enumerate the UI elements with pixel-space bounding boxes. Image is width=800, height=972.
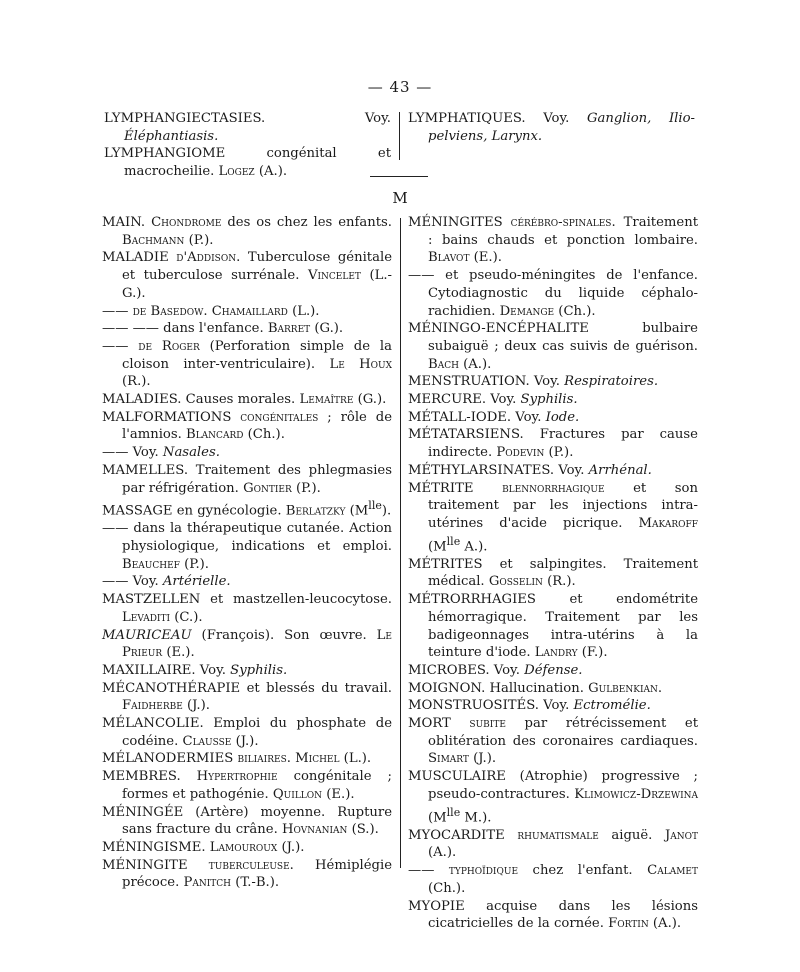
superscript: lle — [446, 534, 461, 548]
index-entry: MÉTATARSIENS. Fractures par cause indirecte. Podevin (P.). — [408, 427, 698, 461]
author-name: typhoïdique — [448, 863, 519, 879]
index-entry: MEMBRES. Hypertrophie congénitale ; formes et pathogénie. Quillon (E.). — [102, 769, 392, 802]
cross-reference: Ganglion, Ilio-pelviens, Larynx. — [428, 111, 696, 144]
author-name: Calamet — [647, 863, 698, 879]
cross-reference: Syphilis. — [230, 662, 288, 678]
author-name: de Roger — [138, 338, 200, 354]
index-entry: —— Voy. Nasales. — [102, 445, 220, 461]
index-entry: MASTZELLEN et mastzellen-leucocytose. Levaditi (C.). — [102, 592, 392, 625]
author-name: Chondrome — [151, 215, 222, 230]
author-name: Logez — [218, 164, 255, 180]
index-entry: —— dans la thérapeutique cutanée. Action physiologique, indications et emploi. Beauchef (P.). — [102, 521, 392, 572]
author-name: Panitch — [183, 875, 231, 891]
index-entry: MAXILLAIRE. Voy. Syphilis. — [102, 662, 288, 678]
index-entry: —— typhoïdique chez l'enfant. Calamet (Ch.). — [408, 863, 698, 896]
top-left-column — [104, 110, 391, 181]
index-entry: MASSAGE en gynécologie. Berlatzky $(M^{lle})$. — [102, 499, 392, 519]
index-entry: MUSCULAIRE (Atrophie) progressive ; pseudo-contractures. Klimowicz-Drzewina ($M^{lle}$ M.). — [408, 769, 698, 825]
index-entry: MÉNINGITES cérébro-spinales. Traitement : bains chauds et ponction lombaire. Blavot (E.). — [408, 215, 698, 266]
author-name: Quillon — [272, 786, 323, 802]
author-name: Chamaillard — [211, 303, 288, 319]
author-name: Gosselin — [488, 574, 543, 590]
author-name: Blancard — [186, 427, 244, 443]
index-entry: —— et pseudo-méningites de l'enfance. Cytodiagnostic du liquide céphalo-rachidien. Demange (Ch.). — [408, 268, 698, 319]
index-entry: MENSTRUATION. Voy. Respiratoires. — [408, 374, 659, 390]
author-name: Berlatzky — [285, 503, 346, 519]
author-name: tuberculeuse — [208, 857, 290, 873]
index-entry: LYMPHANGIOME congénital et macrocheilie. Logez (A.). — [104, 146, 391, 180]
index-entry: MÉTRITE blennorrhagique et son traitement par les injections intra-utérines d'acide picrique. Makaroff ($M^{lle}$ A.). — [408, 480, 698, 555]
index-entry: MÉTHYLARSINATES. Voy. Arrhénal. — [408, 462, 652, 478]
index-entry: MÉNINGÉE (Artère) moyenne. Rupture sans fracture du crâne. Hovnanian (S.). — [102, 804, 392, 838]
author-name: Makaroff — [638, 515, 698, 531]
index-entry: MÉTALL-IODE. Voy. Iode. — [408, 409, 580, 425]
cross-reference: Syphilis. — [520, 392, 578, 408]
author-name: Podevin — [496, 445, 545, 461]
cross-reference: Arrhénal. — [588, 462, 652, 478]
superscript: lle — [368, 499, 382, 513]
author-name: Janot — [664, 827, 698, 843]
author-name: subite — [469, 716, 506, 732]
index-entry: MYOCARDITE rhumatismale aiguë. Janot (A.). — [408, 827, 698, 861]
cross-reference: Iode. — [545, 409, 580, 425]
section-letter: M — [392, 189, 408, 207]
author-name: congénitales — [240, 409, 319, 425]
author-name: d'Addison — [176, 250, 237, 266]
cross-reference: Éléphantiasis. — [124, 128, 219, 144]
cross-reference: MAURICEAU — [102, 627, 192, 643]
index-entry: —— —— dans l'enfance. Barret (G.). — [102, 321, 344, 337]
cross-reference: Défense. — [524, 662, 583, 678]
author-name: Lemaître — [299, 392, 354, 408]
right-column — [408, 214, 698, 933]
index-entry: —— de Roger (Perforation simple de la cloison inter-ventriculaire). Le Houx (R.). — [102, 338, 392, 390]
superscript: lle — [446, 805, 461, 819]
author-name: Hypertrophie — [196, 769, 278, 785]
index-entry: MÉLANCOLIE. Emploi du phosphate de codéine. Clausse (J.). — [102, 716, 392, 749]
index-entry: MAIN. Chondrome des os chez les enfants. Bachmann (P.). — [102, 215, 392, 248]
author-name: Michel — [295, 751, 340, 767]
author-name: Landry — [534, 645, 578, 661]
author-name: Demange — [499, 303, 555, 319]
index-entry: MÉNINGISME. Lamouroux (J.). — [102, 840, 305, 855]
author-name: Barret — [267, 321, 311, 337]
author-name: Gontier — [243, 480, 292, 496]
index-entry: MONSTRUOSITÉS. Voy. Ectromélie. — [408, 698, 651, 714]
cross-reference: Artérielle. — [162, 574, 231, 590]
author-name: Levaditi — [122, 609, 171, 625]
index-entry: LYMPHATIQUES. Voy. Ganglion, Ilio-pelviens, Larynx. — [408, 111, 696, 144]
index-entry: —— de Basedow. Chamaillard (L.). — [102, 303, 320, 319]
top-right-column — [408, 110, 695, 145]
index-entry: MÉNINGO-ENCÉPHALITE bulbaire subaiguë ; deux cas suivis de guérison. Bach (A.). — [408, 321, 698, 372]
index-entry: MALADIES. Causes morales. Lemaître (G.). — [102, 392, 387, 408]
author-name: biliaires — [237, 751, 287, 767]
author-name: Faidherbe — [122, 698, 183, 714]
cross-reference: Nasales. — [162, 445, 220, 461]
author-name: rhumatismale — [517, 827, 599, 843]
author-name: Le Houx — [329, 356, 392, 372]
index-entry: MÉLANODERMIES biliaires. Michel (L.). — [102, 751, 372, 767]
column-divider — [400, 218, 401, 868]
author-name: Blavot — [428, 250, 470, 266]
author-name: Vincelet — [307, 268, 361, 284]
index-entry: MERCURE. Voy. Syphilis. — [408, 392, 578, 408]
author-name: de Basedow — [132, 303, 204, 319]
author-name: Bach — [428, 356, 459, 372]
index-entry: MALADIE d'Addison. Tuberculose génitale et tuberculose surrénale. Vincelet (L.-G.). — [102, 250, 392, 301]
index-entry: LYMPHANGIECTASIES. Voy. Éléphantiasis. — [104, 111, 391, 144]
author-name: Hovnanian — [281, 822, 348, 838]
index-entry: MORT subite par rétrécissement et oblitération des coronaires cardiaques. Simart (J.). — [408, 716, 699, 767]
author-name: Gulbenkian — [588, 680, 658, 696]
top-column-divider — [399, 112, 400, 160]
section-rule — [370, 176, 428, 177]
author-name: Simart — [428, 751, 469, 767]
index-entry: MÉNINGITE tuberculeuse. Hémiplégie précoce. Panitch (T.-B.). — [102, 857, 393, 891]
index-entry: MÉTRITES et salpingites. Traitement médical. Gosselin (R.). — [408, 556, 698, 590]
index-entry: MOIGNON. Hallucination. Gulbenkian. — [408, 680, 663, 696]
author-name: Clausse — [182, 733, 232, 749]
author-name: Lamouroux — [209, 840, 278, 855]
index-entry: —— Voy. Artérielle. — [102, 574, 231, 590]
index-entry: MICROBES. Voy. Défense. — [408, 662, 583, 678]
page-number: — 43 — — [367, 78, 433, 96]
author-name: blennorrhagique — [502, 480, 605, 496]
index-entry: MÉCANOTHÉRAPIE et blessés du travail. Faidherbe (J.). — [102, 680, 392, 714]
author-name: Beauchef — [122, 556, 180, 572]
index-entry: MALFORMATIONS congénitales ; rôle de l'amnios. Blancard (Ch.). — [102, 409, 393, 443]
author-name: Le Prieur — [122, 627, 392, 661]
author-name: cérébro-spinales — [510, 215, 612, 230]
author-name: Fortin — [608, 916, 649, 932]
index-entry: MAMELLES. Traitement des phlegmasies par réfrigération. Gontier (P.). — [102, 462, 392, 496]
cross-reference: Ectromélie. — [573, 698, 651, 714]
index-entry: MYOPIE acquise dans les lésions cicatricielles de la cornée. Fortin (A.). — [408, 898, 698, 932]
left-column — [102, 214, 392, 892]
index-entry: MÉTRORRHAGIES et endométrite hémorragique. Traitement par les badigeonnages intra-utérins à la teinture d'iode. Landry (F.). — [408, 592, 698, 661]
author-name: Bachmann — [122, 232, 185, 248]
index-entry: MAURICEAU (François). Son œuvre. Le Prieur (E.). — [102, 627, 392, 661]
author-name: Klimowicz-Drzewina — [574, 786, 698, 802]
cross-reference: Respiratoires. — [564, 374, 659, 390]
